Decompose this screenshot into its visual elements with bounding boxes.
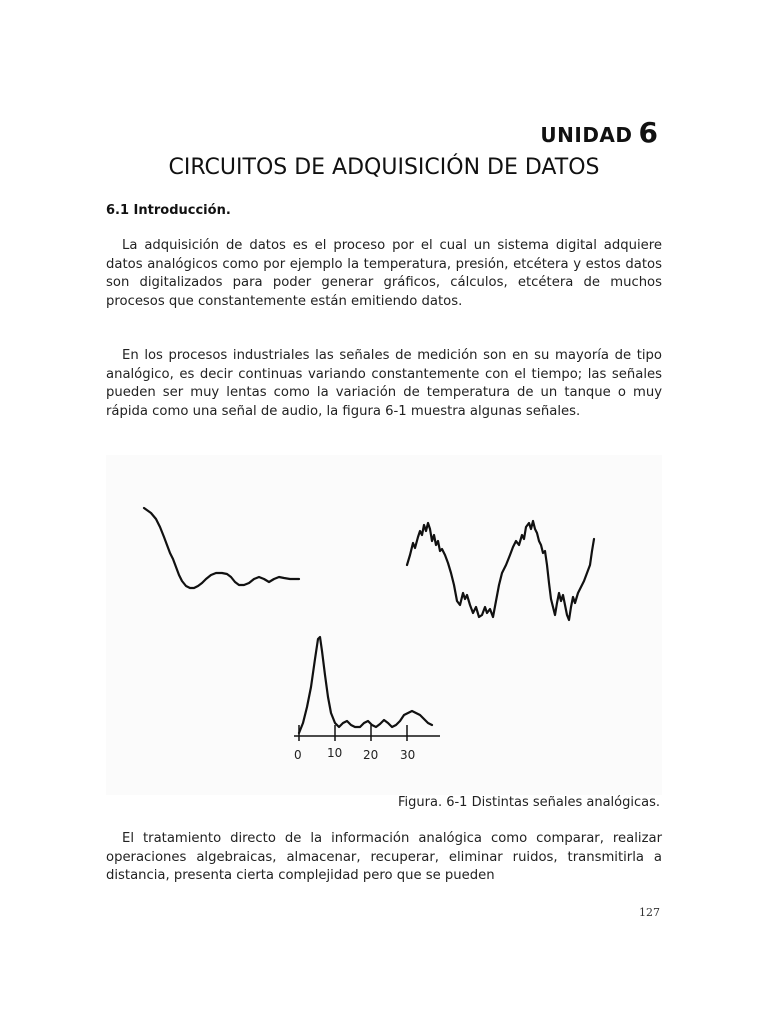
tick-label-0: 0 <box>294 748 302 762</box>
unit-number: 6 <box>638 116 658 149</box>
figure-analog-signals <box>106 455 662 795</box>
figure-drawing <box>106 455 662 795</box>
signal-spike <box>299 637 432 733</box>
signal-slow-wave <box>144 508 299 588</box>
tick-label-10: 10 <box>327 746 343 760</box>
paragraph-analog-processing: El tratamiento directo de la información analógica como comparar, realizar operaciones algebraicas, almacenar, recuperar, eliminar ruidos, transmitirla a distancia, presenta cierta complejidad pero que se pueden <box>106 831 662 884</box>
signal-noisy-wave <box>407 521 594 620</box>
tick-label-20: 20 <box>363 748 379 762</box>
unit-label: UNIDAD <box>540 123 633 147</box>
section-title: 6.1 Introducción. <box>106 203 231 218</box>
chapter-title: CIRCUITOS DE ADQUISICIÓN DE DATOS <box>168 155 600 180</box>
page-number: 127 <box>639 906 660 919</box>
unit-heading <box>540 116 658 149</box>
tick-label-30: 30 <box>400 748 416 762</box>
paragraph-intro: La adquisición de datos es el proceso por el cual un sistema digital adquiere datos analógicos como por ejemplo la temperatura, presión, etcétera y estos datos son digitalizados para poder generar gráficos, cálculos, etcétera de muchos procesos que constantemente están emitiendo datos. <box>106 238 662 309</box>
paragraph-industrial-signals: En los procesos industriales las señales de medición son en su mayoría de tipo analógico, es decir continuas variando constantemente con el tiempo; las señales pueden ser muy lentas como la variación de temperatura de un tanque o muy rápida como una señal de audio, la figura 6-1 muestra algunas señales. <box>106 348 662 419</box>
figure-caption: Figura. 6-1 Distintas señales analógicas. <box>398 795 660 810</box>
